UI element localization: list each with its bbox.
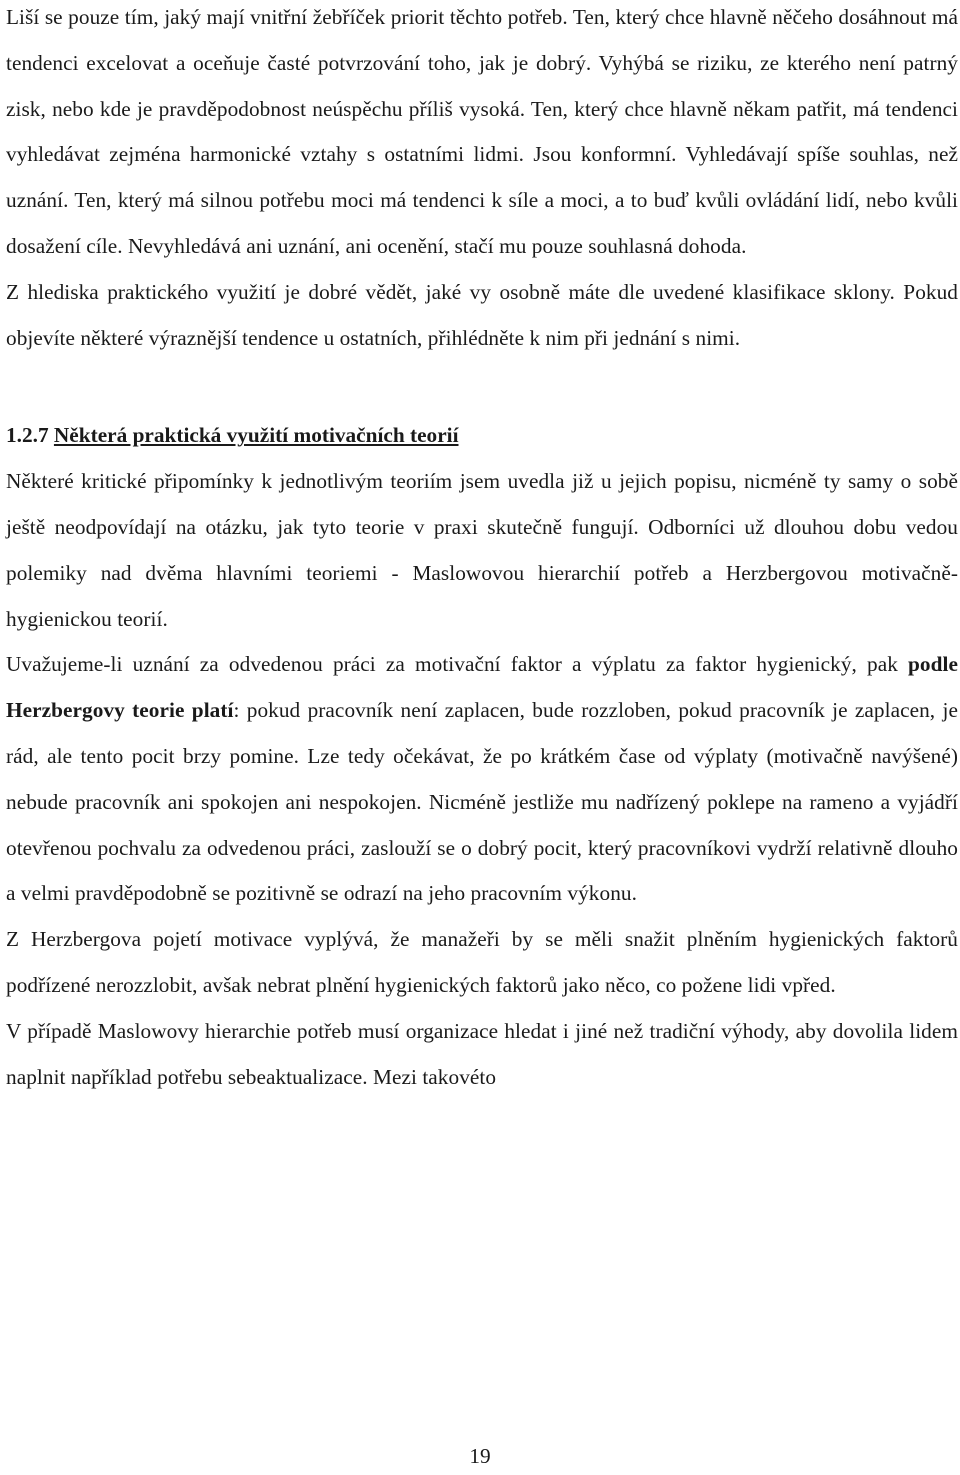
- paragraph-priorities: Liší se pouze tím, jaký mají vnitřní žebříček priorit těchto potřeb. Ten, který chce hlavně něčeho dosáhnout má tendenci excelovat a oceňuje časté potvrzování toho, jak je dobrý. Vyhýbá se riziku, ze kterého není patrný zisk, nebo kde je pravděpodobnost neúspěchu příliš vysoká. Ten, který chce hlavně někam patřit, má tendenci vyhledávat zejména harmonické vztahy s ostatními lidmi. Jsou konformní. Vyhledávají spíše souhlas, než uznání. Ten, který má silnou potřebu moci má tendenci k síle a moci, a to buď kvůli ovládání lidí, nebo kvůli dosažení cíle. Nevyhledává ani uznání, ani ocenění, stačí mu pouze souhlasná dohoda.: [6, 5, 958, 258]
- document-page: [6, 0, 958, 1100]
- section-title: Některá praktická využití motivačních teorií: [53, 423, 459, 448]
- paragraph-herzberg: [6, 642, 958, 917]
- herzberg-text-after: : pokud pracovník není zaplacen, bude rozzloben, pokud pracovník je zaplacen, je rád, ale tento pocit brzy pomine. Lze tedy očekávat, že po krátkém čase od výplaty (motivačně navýšené) nebude pracovník ani spokojen ani nespokojen. Nicméně jestliže mu nadřízený poklepe na rameno a vyjádří otevřenou pochvalu za odvedenou práci, zaslouží se o dobrý pocit, který pracovníkovi vydrží relativně dlouho a velmi pravděpodobně se pozitivně se odrazí na jeho pracovním výkonu.: [6, 698, 958, 906]
- paragraph-maslow: V případě Maslowovy hierarchie potřeb musí organizace hledat i jiné než tradiční výhody, aby dovolila lidem naplnit například potřebu sebeaktualizace. Mezi takovéto: [6, 1018, 958, 1089]
- herzberg-text-before: Uvažujeme-li uznání za odvedenou práci za motivační faktor a výplatu za faktor hygienický, pak: [6, 652, 909, 677]
- herzberg-bold-phrase: podle Herzbergovy teorie platí: [6, 652, 958, 723]
- page-number: 19: [469, 1444, 491, 1468]
- section-heading: [6, 413, 958, 459]
- paragraph-practical-use: Z hlediska praktického využití je dobré vědět, jaké vy osobně máte dle uvedené klasifikace sklony. Pokud objevíte některé výraznější tendence u ostatních, přihlédněte k nim při jednání s nimi.: [6, 279, 958, 350]
- section-number: 1.2.7: [6, 423, 49, 448]
- paragraph-critical-notes: Některé kritické připomínky k jednotlivým teoriím jsem uvedla již u jejich popisu, nicméně ty samy o sobě ještě neodpovídají na otázku, jak tyto teorie v praxi skutečně fungují. Odborníci už dlouhou dobu vedou polemiky nad dvěma hlavními teoriemi - Maslowovou hierarchií potřeb a Herzbergovou motivačně-hygienickou teorií.: [6, 469, 958, 631]
- paragraph-herzberg-conclusion: Z Herzbergova pojetí motivace vyplývá, že manažeři by se měli snažit plněním hygienických faktorů podřízené nerozzlobit, avšak nebrat plnění hygienických faktorů jako něco, co požene lidi vpřed.: [6, 927, 958, 997]
